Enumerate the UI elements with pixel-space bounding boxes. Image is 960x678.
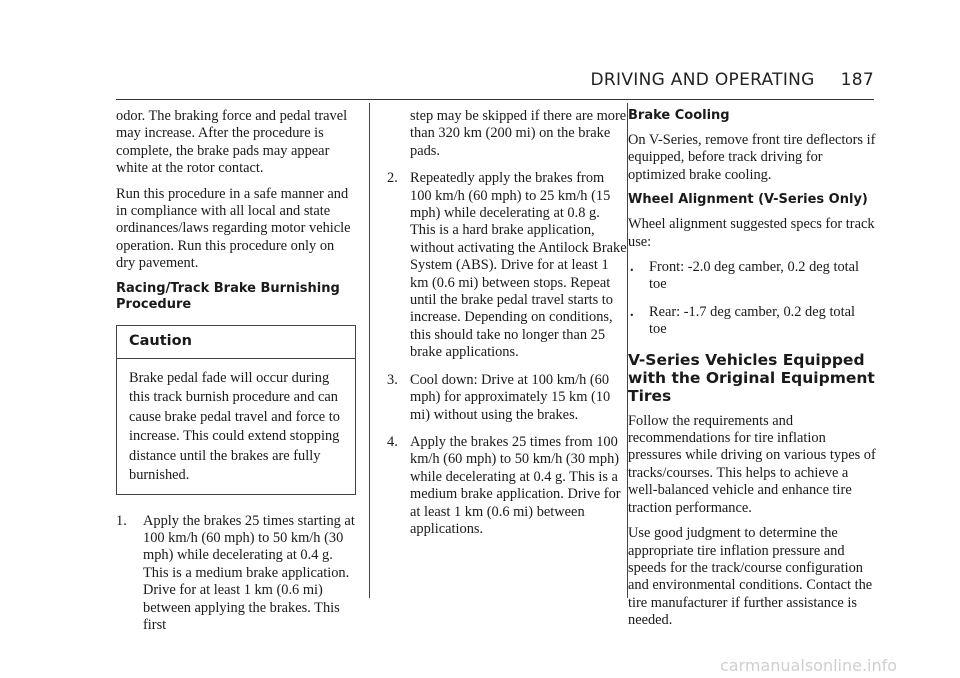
list-item	[387, 170, 627, 361]
list-item	[387, 108, 627, 160]
bullet-icon: .	[630, 259, 634, 276]
column-1	[116, 108, 356, 644]
list-item	[387, 372, 627, 424]
column-2	[387, 108, 627, 548]
paragraph: Follow the requirements and recommendations for tire inflation pressures while driving on various types of tracks/courses. This helps to achieve a well-balanced vehicle and enhance tire traction performance.	[628, 412, 876, 516]
step-text: Apply the brakes 25 times starting at 100 km/h (60 mph) to 50 km/h (30 mph) while decelerating at 0.4 g. This is a medium brake application. Drive for at least 1 km (0.6 mi) between applying the brakes. This first	[143, 512, 355, 633]
step-text: Cool down: Drive at 100 km/h (60 mph) for approximately 15 km (10 mi) without using the brakes.	[410, 371, 611, 423]
caution-box	[116, 325, 356, 495]
bullet-list	[628, 259, 876, 339]
step-text: Repeatedly apply the brakes from 100 km/h (60 mph) to 25 km/h (15 mph) while decelerating at 0.8 g. This is a hard brake application, without activating the Antilock Brake System (ABS). Drive for at least 1 km (0.6 mi) between stops. Repeat until the brake pedal travel starts to increase. Depending on conditions, this should take no longer than 25 brake applications.	[410, 170, 627, 361]
column-3	[628, 108, 876, 638]
page-number: 187	[840, 70, 874, 90]
section-heading-vseries-tires: V-Series Vehicles Equipped with the Original Equipment Tires	[628, 350, 875, 405]
paragraph: Use good judgment to determine the appropriate tire inflation pressure and speeds for the track/course configuration and environmental conditions. Contact the tire manufacturer if further assistance is needed.	[628, 525, 873, 629]
list-item	[387, 434, 627, 538]
step-number: 2.	[387, 170, 398, 187]
caution-title: Caution	[117, 326, 355, 359]
list-item	[628, 304, 876, 339]
subheading-wheel-alignment: Wheel Alignment (V-Series Only)	[628, 192, 868, 208]
column-divider-1	[369, 103, 370, 598]
step-text: step may be skipped if there are more than 320 km (200 mi) on the brake pads.	[410, 108, 627, 159]
watermark: carmanualsonline.info	[720, 656, 898, 675]
section-title: DRIVING AND OPERATING	[590, 70, 815, 90]
step-number: 3.	[387, 371, 398, 388]
step-list	[116, 513, 356, 635]
paragraph: On V-Series, remove front tire deflectors if equipped, before track driving for optimized brake cooling.	[628, 132, 876, 183]
step-number: 1.	[116, 512, 127, 529]
header-rule	[116, 99, 874, 100]
bullet-text: Rear: -1.7 deg camber, 0.2 deg total toe	[649, 303, 856, 338]
bullet-icon: .	[630, 303, 634, 320]
step-list	[387, 108, 627, 538]
subheading-brake-cooling: Brake Cooling	[628, 108, 730, 123]
paragraph: Run this procedure in a safe manner and in compliance with all local and state ordinances/laws regarding motor vehicle operation. Run this procedure only on dry pavement.	[116, 185, 351, 272]
subheading-burnishing: Racing/Track Brake Burnishing Procedure	[116, 280, 340, 312]
list-item	[628, 259, 876, 294]
page-header	[591, 70, 874, 90]
caution-body: Brake pedal fade will occur during this track burnish procedure and can cause brake pedal travel and force to increase. This could extend stopping distance until the brakes are fully burnished.	[129, 370, 340, 484]
paragraph: Wheel alignment suggested specs for track use:	[628, 216, 875, 250]
step-text: Apply the brakes 25 times from 100 km/h (60 mph) to 50 km/h (30 mph) while decelerating at 0.4 g. This is a medium brake application. Drive for at least 1 km (0.6 mi) between applications.	[410, 433, 621, 537]
list-item	[116, 513, 356, 635]
step-number: 4.	[387, 433, 398, 450]
bullet-text: Front: -2.0 deg camber, 0.2 deg total toe	[649, 259, 860, 293]
paragraph: odor. The braking force and pedal travel may increase. After the procedure is complete, the brake pads may appear white at the rotor contact.	[116, 108, 348, 177]
